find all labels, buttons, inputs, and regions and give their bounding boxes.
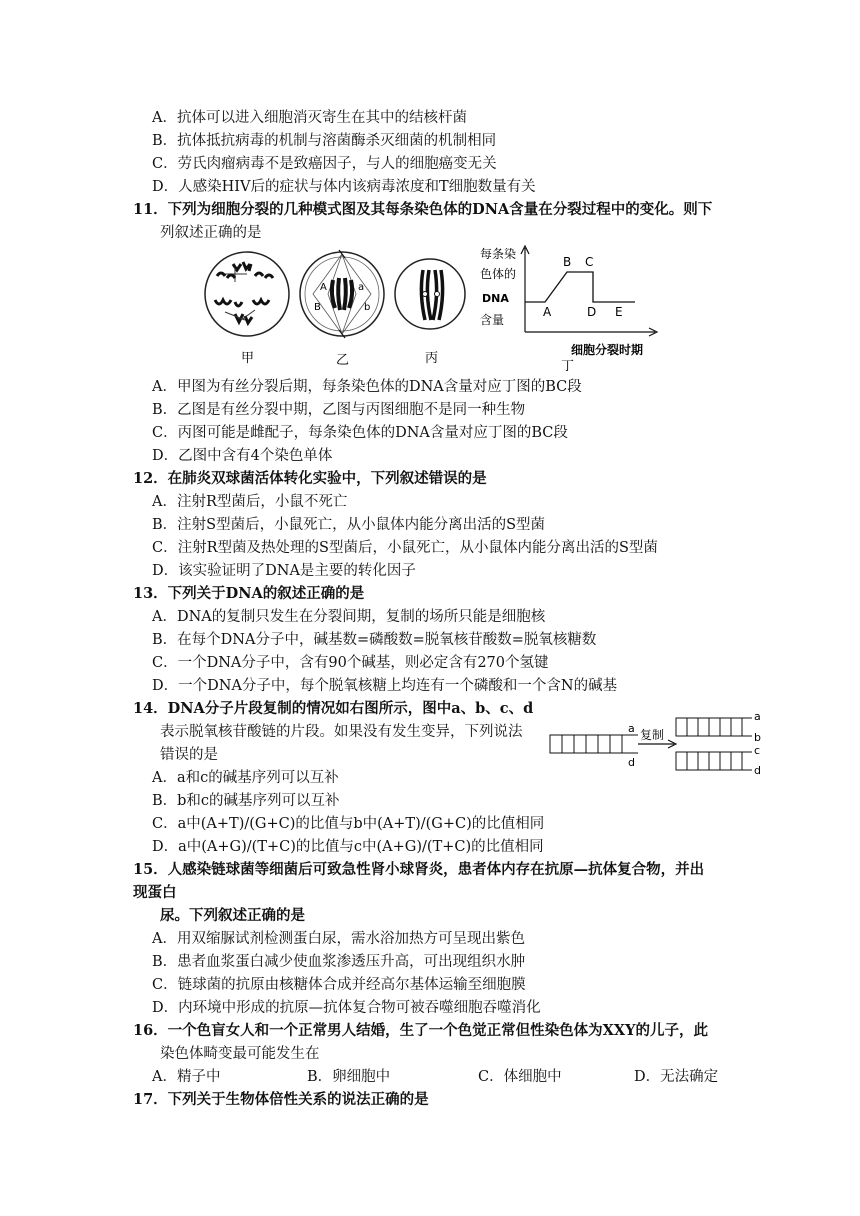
daughter-dna-lower xyxy=(676,752,752,770)
graph-point-b: B xyxy=(563,255,572,269)
label-yi: 乙 xyxy=(336,353,350,368)
q15-option-c: C．链球菌的抗原由核糖体合成并经高尔基体运输至细胞膜 xyxy=(152,977,526,993)
q12-option-d: D．该实验证明了DNA是主要的转化因子 xyxy=(152,563,416,579)
daughter-label-d: d xyxy=(754,764,761,777)
q12-option-c: C．注射R型菌及热处理的S型菌后，小鼠死亡，从小鼠体内能分离出活的S型菌 xyxy=(152,540,658,556)
q12-stem: 12．在肺炎双球菌活体转化实验中，下列叙述错误的是 xyxy=(133,470,487,487)
cell-jia xyxy=(205,252,289,336)
graph-xlabel: 细胞分裂时期 xyxy=(571,343,644,357)
q11-option-d: D．乙图中含有4个染色单体 xyxy=(152,448,333,464)
parent-label-a: a xyxy=(628,722,635,735)
q14-option-b: B．b和c的碱基序列可以互补 xyxy=(152,793,340,809)
label-bing: 丙 xyxy=(425,351,439,366)
label-ding: 丁 xyxy=(561,359,575,374)
daughter-label-c: c xyxy=(754,744,761,757)
cell-yi xyxy=(300,250,384,338)
q16-option-c: C．体细胞中 xyxy=(478,1069,562,1085)
q14-option-c: C．a中(A+T)/(G+C)的比值与b中(A+T)/(G+C)的比值相同 xyxy=(152,816,545,832)
q15-stem-line1: 15．人感染链球菌等细菌后可致急性肾小球肾炎，患者体内存在抗原—抗体复合物，并出 xyxy=(133,861,705,878)
q16-option-b: B．卵细胞中 xyxy=(307,1069,391,1085)
daughter-label-b: b xyxy=(754,731,761,744)
q13-stem: 13．下列关于DNA的叙述正确的是 xyxy=(133,585,365,602)
q17-stem: 17．下列关于生物体倍性关系的说法正确的是 xyxy=(133,1091,429,1108)
q11-stem-line1: 11．下列为细胞分裂的几种模式图及其每条染色体的DNA含量在分裂过程中的变化。则下 xyxy=(133,201,713,218)
q14-stem-line1: 14．DNA分子片段复制的情况如右图所示，图中a、b、c、d xyxy=(133,700,534,717)
graph-point-e: E xyxy=(615,305,623,319)
q15-stem-line3: 尿。下列叙述正确的是 xyxy=(160,907,305,924)
label-yi-a-upper: A xyxy=(320,282,327,293)
graph-ding xyxy=(480,246,657,374)
q14-dna-replication-diagram xyxy=(548,708,768,778)
q10-option-a: A．抗体可以进入细胞消灭寄生在其中的结核杆菌 xyxy=(152,110,467,126)
q16-option-d: D．无法确定 xyxy=(634,1069,719,1085)
graph-ylabel-1: 每条染 xyxy=(480,247,517,261)
q13-option-a: A．DNA的复制只发生在分裂间期，复制的场所只能是细胞核 xyxy=(152,609,546,625)
graph-point-a: A xyxy=(543,305,552,319)
q14-stem-line2: 表示脱氧核苷酸链的片段。如果没有发生变异，下列说法 xyxy=(160,724,523,740)
q11-option-b: B．乙图是有丝分裂中期，乙图与丙图细胞不是同一种生物 xyxy=(152,402,526,418)
daughter-label-a: a xyxy=(754,710,761,723)
q13-option-c: C．一个DNA分子中，含有90个碱基，则必定含有270个氢键 xyxy=(152,655,549,671)
parent-label-d: d xyxy=(628,756,635,769)
q14-stem-line3: 错误的是 xyxy=(160,747,218,763)
arrow-label: 复制 xyxy=(640,728,665,742)
q16-stem-line1: 16．一个色盲女人和一个正常男人结婚，生了一个色觉正常但性染色体为XXY的儿子，此 xyxy=(133,1022,709,1039)
q15-stem-line2: 现蛋白 xyxy=(133,884,177,901)
graph-point-d: D xyxy=(587,305,597,319)
q10-option-b: B．抗体抵抗病毒的机制与溶菌酶杀灭细菌的机制相同 xyxy=(152,133,497,149)
q11-option-c: C．丙图可能是雌配子，每条染色体的DNA含量对应丁图的BC段 xyxy=(152,425,568,441)
q10-option-d: D．人感染HIV后的症状与体内该病毒浓度和T细胞数量有关 xyxy=(152,179,536,195)
q11-stem-line2: 列叙述正确的是 xyxy=(160,225,262,241)
label-yi-a-lower: a xyxy=(358,282,365,293)
graph-ylabel-4: 含量 xyxy=(480,313,505,327)
replication-arrow xyxy=(638,727,676,748)
q12-option-a: A．注射R型菌后，小鼠不死亡 xyxy=(152,494,348,510)
q15-option-d: D．内环境中形成的抗原—抗体复合物可被吞噬细胞吞噬消化 xyxy=(152,1000,541,1016)
q10-option-c: C．劳氏肉瘤病毒不是致癌因子，与人的细胞癌变无关 xyxy=(152,156,497,172)
label-jia: 甲 xyxy=(241,351,255,366)
q13-option-d: D．一个DNA分子中，每个脱氧核糖上均连有一个磷酸和一个含N的碱基 xyxy=(152,678,618,694)
q14-option-a: A．a和c的碱基序列可以互补 xyxy=(152,770,339,786)
label-yi-b-upper: B xyxy=(314,302,321,313)
graph-ylabel-3: DNA xyxy=(482,292,509,305)
graph-point-c: C xyxy=(585,255,594,269)
q16-stem-line2: 染色体畸变最可能发生在 xyxy=(160,1046,320,1062)
cell-bing xyxy=(395,259,465,329)
q13-option-b: B．在每个DNA分子中，碱基数=磷酸数=脱氧核苷酸数=脱氧核糖数 xyxy=(152,632,597,648)
q11-option-a: A．甲图为有丝分裂后期，每条染色体的DNA含量对应丁图的BC段 xyxy=(152,379,582,395)
label-yi-b-lower: b xyxy=(364,302,371,313)
parent-dna-strand xyxy=(550,735,638,753)
daughter-dna-upper xyxy=(676,718,752,736)
q12-option-b: B．注射S型菌后，小鼠死亡，从小鼠体内能分离出活的S型菌 xyxy=(152,517,546,533)
graph-ylabel-2: 色体的 xyxy=(480,267,517,281)
q15-option-a: A．用双缩脲试剂检测蛋白尿，需水浴加热方可呈现出紫色 xyxy=(152,931,525,947)
q11-cell-division-figure xyxy=(195,240,665,375)
q14-option-d: D．a中(A+G)/(T+C)的比值与c中(A+G)/(T+C)的比值相同 xyxy=(152,839,544,855)
q16-option-a: A．精子中 xyxy=(152,1069,221,1085)
q15-option-b: B．患者血浆蛋白减少使血浆渗透压升高，可出现组织水肿 xyxy=(152,954,526,970)
